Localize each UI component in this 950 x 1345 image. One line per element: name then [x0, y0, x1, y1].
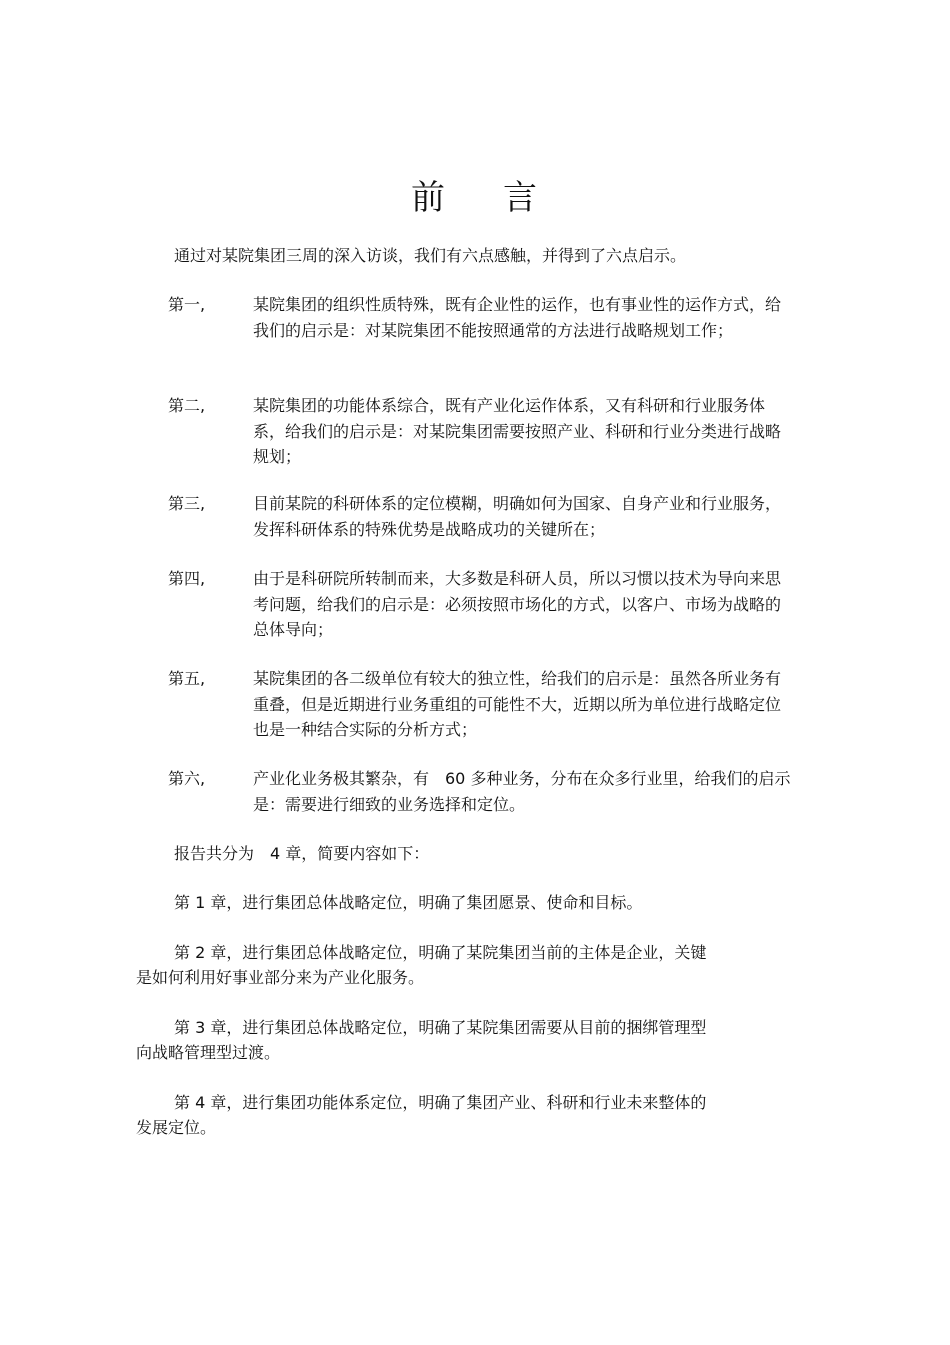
chapter-line: 第 3 章，进行集团总体战略定位，明确了某院集团需要从目前的捆绑管理型	[174, 1018, 707, 1037]
intro-paragraph: 通过对某院集团三周的深入访谈，我们有六点感触，并得到了六点启示。	[174, 246, 687, 265]
chapter-line: 第 1 章，进行集团总体战略定位，明确了集团愿景、使命和目标。	[174, 893, 643, 912]
chapter-line-cont: 是如何利用好事业部分来为产业化服务。	[136, 968, 425, 987]
point-label: 第二,	[168, 396, 206, 415]
point-label: 第六,	[168, 769, 206, 788]
point-label: 第三,	[168, 494, 206, 513]
point-label: 第一,	[168, 295, 206, 314]
point-item-2	[168, 393, 808, 470]
point-text: 某院集团的组织性质特殊，既有企业性的运作，也有事业性的运作方式，给我们的启示是：对某院集团不能按照通常的方法进行战略规划工作；	[253, 295, 782, 340]
point-text: 产业化业务极其繁杂，有 60 多种业务，分布在众多行业里，给我们的启示是：需要进行细致的业务选择和定位。	[253, 769, 791, 814]
chapter-paragraph-3	[136, 1015, 706, 1065]
point-label: 第四,	[168, 569, 206, 588]
chapter-line-cont: 向战略管理型过渡。	[136, 1043, 281, 1062]
summary-paragraph: 报告共分为 4 章，简要内容如下：	[174, 844, 430, 863]
chapter-paragraph-2	[136, 940, 706, 990]
point-item-1	[168, 292, 808, 343]
point-label: 第五,	[168, 669, 206, 688]
point-item-4	[168, 566, 808, 643]
title-char-1: 前	[411, 178, 447, 218]
chapter-line-cont: 发展定位。	[136, 1118, 217, 1137]
chapter-line: 第 2 章，进行集团总体战略定位，明确了某院集团当前的主体是企业，关键	[174, 943, 707, 962]
point-item-6	[168, 766, 808, 817]
point-item-3	[168, 491, 808, 542]
chapter-paragraph-4	[136, 1090, 706, 1140]
point-text: 某院集团的各二级单位有较大的独立性，给我们的启示是：虽然各所业务有重叠，但是近期进行业务重组的可能性不大，近期以所为单位进行战略定位也是一种结合实际的分析方式；	[253, 669, 782, 739]
point-item-5	[168, 666, 808, 743]
title-char-2: 言	[503, 178, 539, 218]
point-text: 由于是科研院所转制而来，大多数是科研人员，所以习惯以技术为导向来思考问题，给我们的启示是：必须按照市场化的方式，以客户、市场为战略的总体导向；	[253, 569, 782, 639]
page-title	[0, 170, 950, 219]
point-text: 目前某院的科研体系的定位模糊，明确如何为国家、自身产业和行业服务，发挥科研体系的特殊优势是战略成功的关键所在；	[253, 494, 782, 539]
point-text: 某院集团的功能体系综合，既有产业化运作体系，又有科研和行业服务体系，给我们的启示是：对某院集团需要按照产业、科研和行业分类进行战略规划；	[253, 396, 782, 466]
chapter-line: 第 4 章，进行集团功能体系定位，明确了集团产业、科研和行业未来整体的	[174, 1093, 707, 1112]
chapter-paragraph-1	[174, 890, 642, 915]
